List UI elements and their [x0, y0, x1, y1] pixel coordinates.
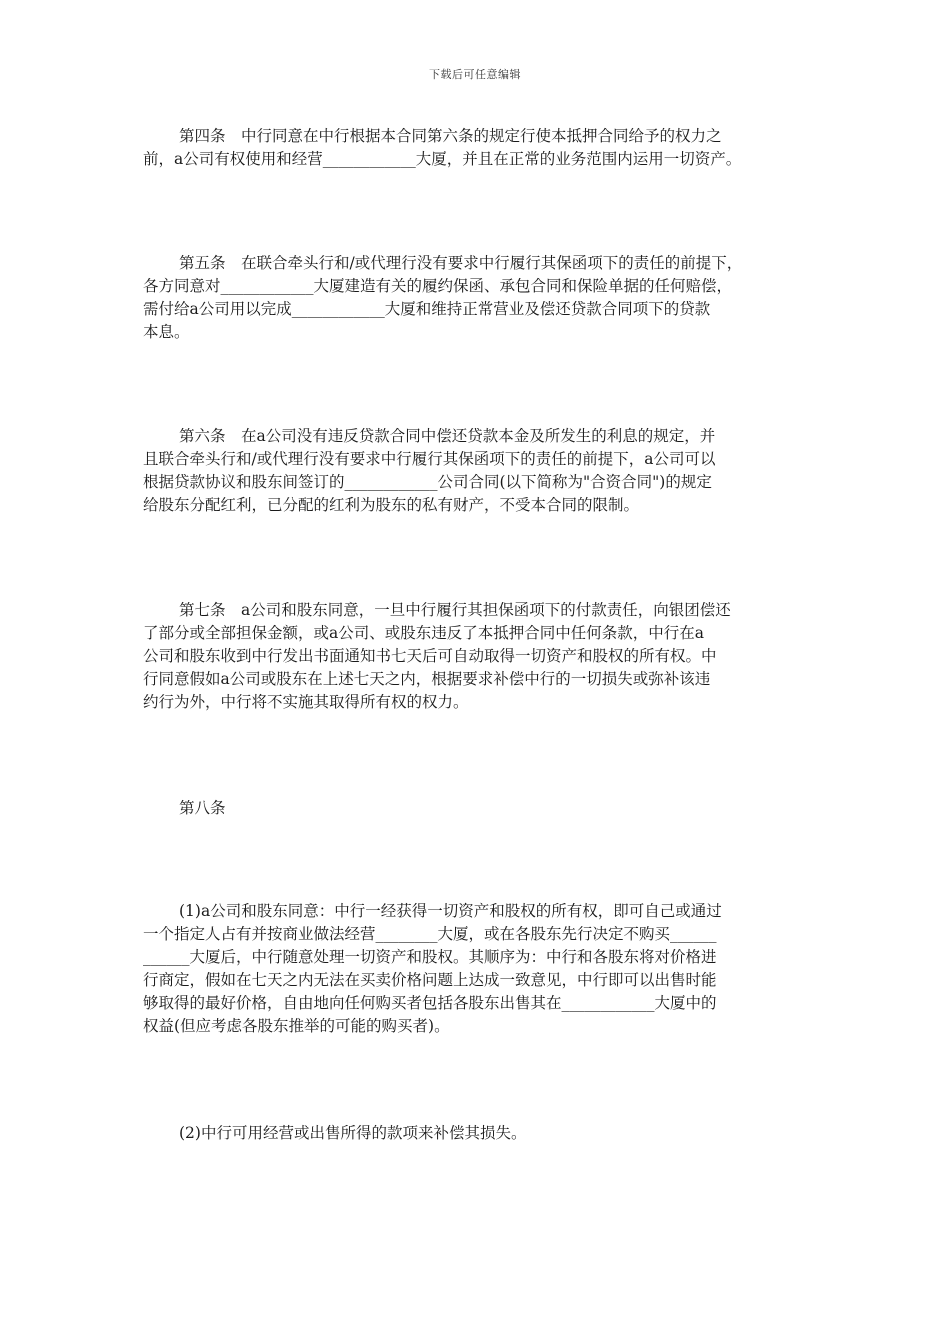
clause-8-1-line: ______大厦后，中行随意处理一切资产和股权。其顺序为：中行和各股东将对价格进 — [143, 948, 717, 966]
article-6-line: 且联合牵头行和/或代理行没有要求中行履行其保函项下的责任的前提下，a公司可以 — [143, 450, 716, 468]
article-7-line: 第七条 a公司和股东同意，一旦中行履行其担保函项下的付款责任，向银团偿还 — [179, 601, 731, 619]
article-7-line: 约行为外，中行将不实施其取得所有权的权力。 — [143, 693, 469, 711]
clause-8-1-line: 够取得的最好价格，自由地向任何购买者包括各股东出售其在____________大厦中的 — [143, 994, 717, 1012]
article-6-line: 第六条 在a公司没有违反贷款合同中偿还贷款本金及所发生的利息的规定，并 — [179, 427, 716, 445]
clause-8-1-line: (1)a公司和股东同意：中行一经获得一切资产和股权的所有权，即可自己或通过 — [179, 902, 722, 920]
article-4-line: 第四条 中行同意在中行根据本合同第六条的规定行使本抵押合同给予的权力之 — [179, 127, 722, 145]
article-5-line: 需付给a公司用以完成____________大厦和维持正常营业及偿还贷款合同项下的贷款 — [143, 300, 711, 318]
article-5 — [143, 252, 823, 344]
clause-8-1-line: 一个指定人占有并按商业做法经营________大厦，或在各股东先行决定不购买______ — [143, 925, 717, 943]
article-7-line: 了部分或全部担保金额，或a公司、或股东违反了本抵押合同中任何条款，中行在a — [143, 624, 704, 642]
clause-8-2-line: (2)中行可用经营或出售所得的款项来补偿其损失。 — [179, 1124, 527, 1142]
clause-8-2 — [143, 1122, 823, 1145]
article-8-title — [143, 797, 823, 820]
clause-8-1 — [143, 900, 823, 1038]
article-5-line: 本息。 — [143, 323, 190, 341]
article-6-line: 给股东分配红利，已分配的红利为股东的私有财产，不受本合同的限制。 — [143, 496, 640, 514]
page-header: 下载后可任意编辑 — [429, 68, 521, 81]
article-6 — [143, 425, 823, 517]
article-5-line: 第五条 在联合牵头行和/或代理行没有要求中行履行其保函项下的责任的前提下， — [179, 254, 743, 272]
article-7 — [143, 599, 823, 714]
clause-8-1-line: 权益(但应考虑各股东推举的可能的购买者)。 — [143, 1017, 450, 1035]
article-6-line: 根据贷款协议和股东间签订的____________公司合同(以下简称为"合资合同")的规定 — [143, 473, 712, 491]
article-7-line: 公司和股东收到中行发出书面通知书七天后可自动取得一切资产和股权的所有权。中 — [143, 647, 717, 665]
article-7-line: 行同意假如a公司或股东在上述七天之内，根据要求补偿中行的一切损失或弥补该违 — [143, 670, 711, 688]
article-5-line: 各方同意对____________大厦建造有关的履约保函、承包合同和保险单据的任何赔偿， — [143, 277, 733, 295]
article-4-line: 前，a公司有权使用和经营____________大厦，并且在正常的业务范围内运用一切资产。 — [143, 150, 742, 168]
clause-8-1-line: 行商定，假如在七天之内无法在买卖价格问题上达成一致意见，中行即可以出售时能 — [143, 971, 717, 989]
article-4 — [143, 125, 823, 171]
article-8-heading: 第八条 — [179, 799, 226, 817]
